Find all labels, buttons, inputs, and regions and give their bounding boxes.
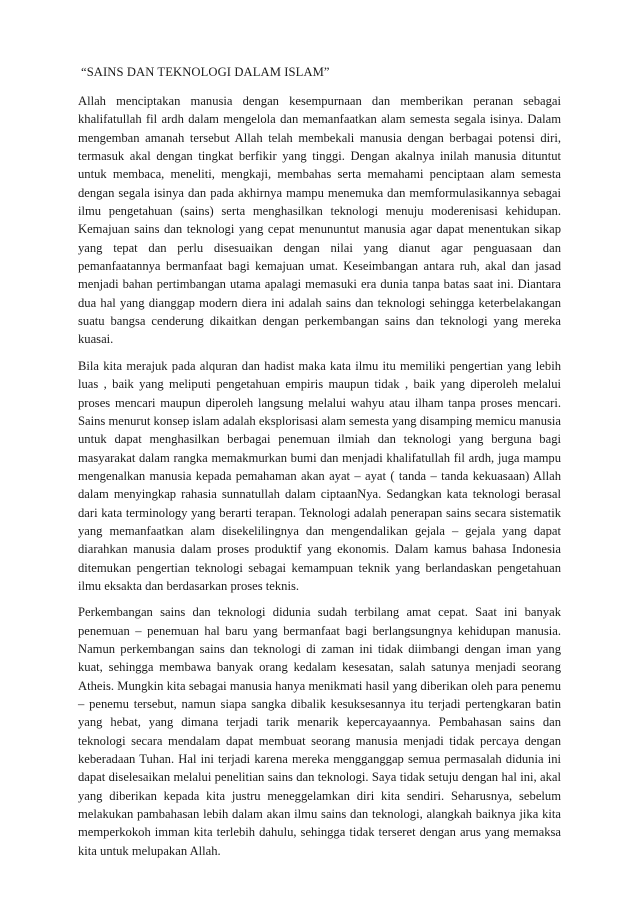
document-title: “SAINS DAN TEKNOLOGI DALAM ISLAM”	[81, 65, 330, 79]
document-page	[78, 64, 561, 868]
paragraph-2: Bila kita merajuk pada alquran dan hadist maka kata ilmu itu memiliki pengertian yang lebih luas , baik yang meliputi pengetahuan empiris maupun tidak , baik yang diperoleh melalui proses mencari maupun diperoleh langsung melalui wahyu atau ilham tanpa proses mencari. Sains menurut konsep islam adalah eksplorisasi alam semesta yang disamping memicu manusia untuk dapat menghasilkan berbagai penemuan ilmiah dan teknologi yang berguna bagi masyarakat dalam rangka memakmurkan bumi dan menjadi khalifatullah fil ardh, juga mampu mengenalkan manusia kepada pemahaman akan ayat – ayat ( tanda – tanda kekuasaan) Allah dalam menyingkap rahasia sunnatullah dalam ciptaanNya. Sedangkan kata teknologi berasal dari kata terminology yang berarti terapan. Teknologi adalah penerapan sains secara sistematik yang memanfaatkan alam disekelilingnya dan mengendalikan gejala – gejala yang dapat diarahkan manusia dalam proses produktif yang ekonomis. Dalam kamus bahasa Indonesia ditemukan pengertian teknologi sebagai kemampuan teknik yang berlandaskan pengetahuan ilmu eksakta dan berdasarkan proses teknis.	[78, 358, 562, 593]
paragraph-3: Perkembangan sains dan teknologi didunia sudah terbilang amat cepat. Saat ini banyak penemuan – penemuan hal baru yang bermanfaat bagi berlangsungnya kehidupan manusia. Namun perkembangan sains dan teknologi di zaman ini tidak diimbangi dengan iman yang kuat, sehingga membawa banyak orang kedalam kesesatan, salah satunya menjadi seorang Atheis. Mungkin kita sebagai manusia hanya menikmati hasil yang diberikan oleh para penemu – penemu tersebut, namun siapa sangka dibalik kesuksesannya itu terjadi pertengkaran batin yang hebat, yang dimana terjadi tarik menarik kepercayaannya. Pembahasan sains dan teknologi secara mendalam dapat membuat seorang manusia menjadi tidak percaya dengan keberadaan Tuhan. Hal ini terjadi karena mereka mengganggap semua permasalah didunia ini dapat diselesaikan melalui penelitian sains dan teknologi. Saya tidak setuju dengan hal ini, akal yang diberikan kepada kita justru meneggelamkan diri kita sendiri. Seharusnya, sebelum melakukan pambahasan lebih dalam akan ilmu sains dan teknologi, alangkah baiknya jika kita memperkokoh imman kita terlebih dahulu, sehingga tidak terseret dengan arus yang memaksa kita untuk melupakan Allah.	[78, 605, 561, 858]
paragraph-1: Allah menciptakan manusia dengan kesempurnaan dan memberikan peranan sebagai khalifatullah fil ardh dalam mengelola dan memanfaatkan alam semesta segala isinya. Dalam mengemban amanah tersebut Allah telah membekali manusia dengan berbagai potensi diri, termasuk akal dengan tingkat berfikir yang tinggi. Dengan akalnya inilah manusia dituntut untuk membaca, meneliti, mengkaji, membahas serta memahami penciptaan alam semesta dengan segala isinya dan pada akhirnya mampu menemuka dan memformulasikannya sebagai ilmu pengetahuan (sains) serta menghasilkan teknologi menuju moderenisasi kehidupan. Kemajuan sains dan teknologi yang cepat menununtut manusia agar dapat menentukan sikap yang tepat dan perlu disesuaikan dengan nilai yang dianut agar penguasaan dan pemanfaatannya bermanfaat bagi kemajuan umat. Keseimbangan antara ruh, akal dan jasad menjadi bahan pertimbangan utama apalagi memasuki era dunia tanpa batas saat ini. Diantara dua hal yang dianggap modern diera ini adalah sains dan teknologi sehingga keterbelakangan suatu bangsa cenderung dikaitkan dengan perkembangan sains dan teknologi yang mereka kuasai.	[78, 94, 561, 347]
